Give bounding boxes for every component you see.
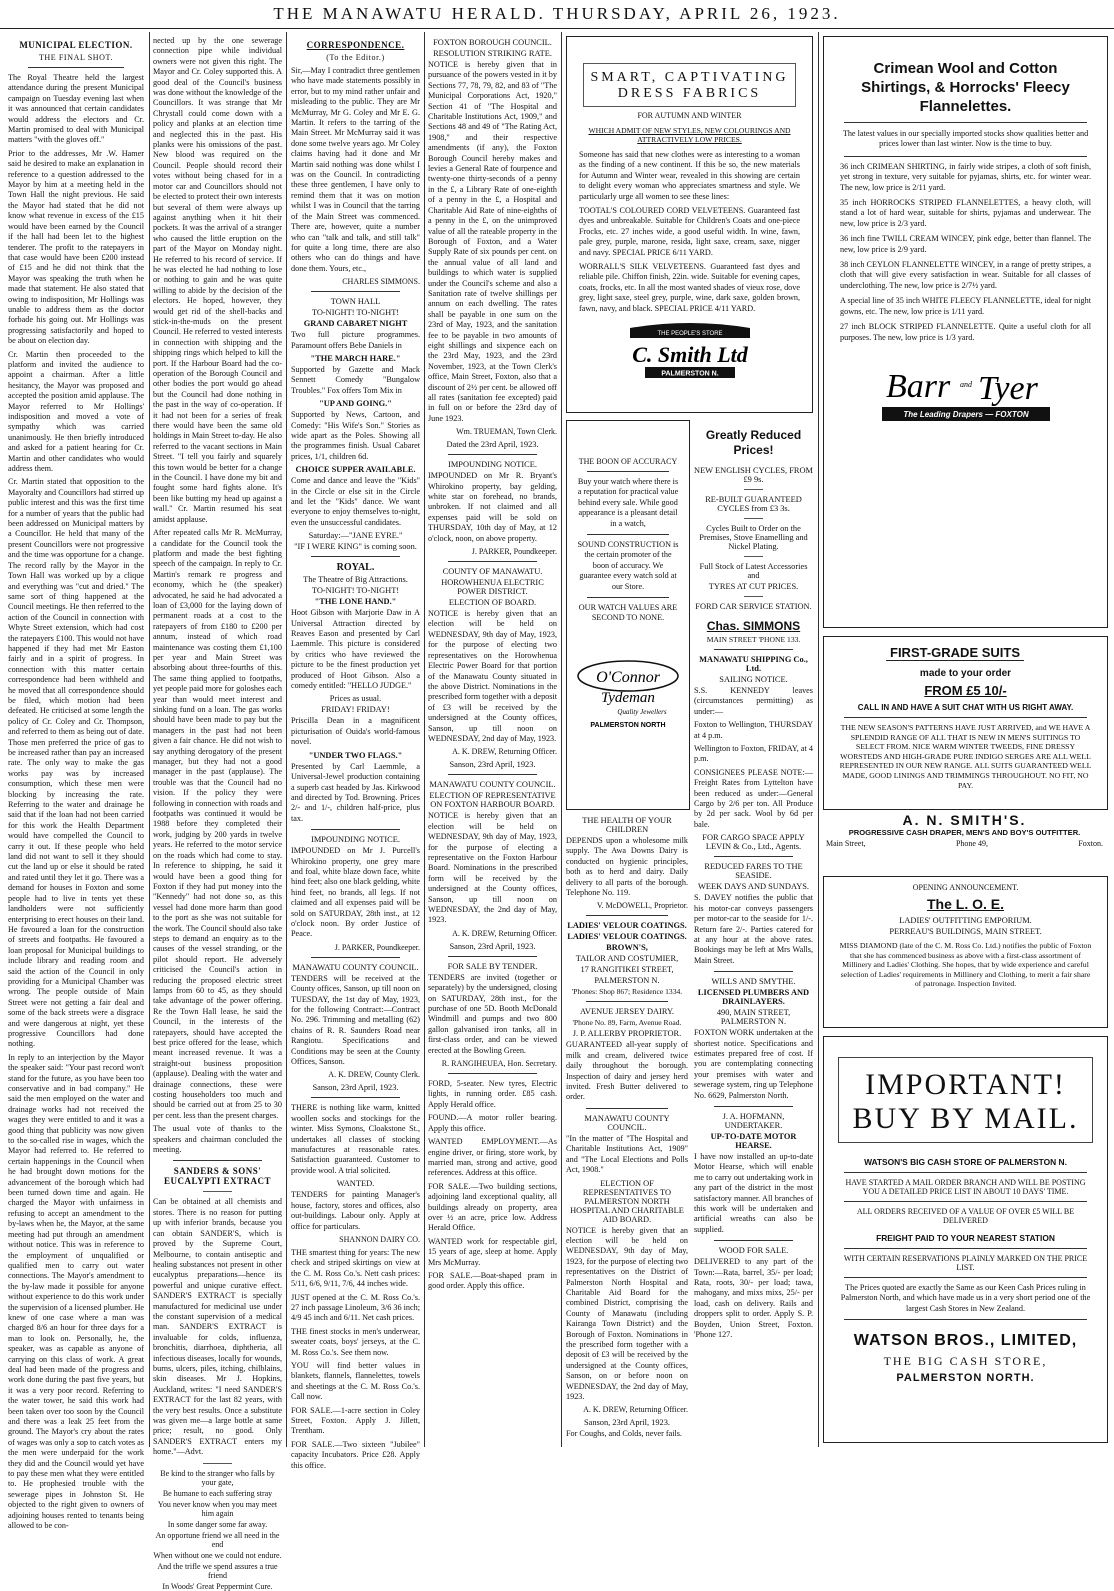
notice-signature: R. RANGIHEUEA, Hon. Secretary. [441, 1059, 557, 1069]
smiths-address-row [826, 839, 1103, 848]
loe-name: The L. O. E. [926, 896, 1004, 912]
important-box [838, 1057, 1093, 1143]
logo-and: and [959, 379, 972, 389]
smiths-street: Main Street, [826, 839, 866, 848]
ad-text: PALMERSTON N. [594, 976, 660, 986]
column-municipal-election [8, 36, 144, 1531]
ad-text: OUR WATCH VALUES ARE SECOND TO NONE. [578, 603, 678, 623]
ad-text: S. DAVEY notifies the public that his motor-car conveys passengers per motor-car to the seaside for 1/-. Return fare 2/-. Parties catered for at any hour at the above rates. Bookings may be left at Mrs Walls, Main Street. [694, 893, 813, 965]
tonight: TO-NIGHT! TO-NIGHT! [311, 308, 400, 318]
divider [714, 1240, 793, 1241]
article-paragraph: Cr. Martin then proceeded to the platform and invited the audience to appoint a chairman. After a little hesitancy, the Mayor was proposed and accepted the position amid applause. The Mayor referred to Mr Hollings' indisposition and moved a vote of sympathy which was carried unanimously. He then briefly introduced and asked for a patient hearing for Cr. Martin and other candidates who would address them. [8, 349, 144, 474]
ad-heading: J. A. HOFMANN, UNDERTAKER. [722, 1111, 785, 1130]
column-rule [424, 32, 425, 1447]
letter-text: Sir,—May I contradict three gentlemen who have made statements possibly in error, but to my mind rather unfair and misleading to the public. They are Mr McMurray, Mr G. Coley and Mr E. G. Martin. It refers to the tarring of the Main Street. Mr McMurray said it was done some twelve years ago. Mr Coley claims having had it done and Mr Martin said nothing was done whilst I was on the Council. In contradicting these three gentlemen, I have only to remind them that it was on motion whilst I was in Council that the tarring of the Main Street was commenced. There are, however, quite a number who can "talk and talk, and still talk" for quite a long time, there are also others who can do things and have done them. Yours, etc., [291, 66, 420, 273]
notice-heading: FOR SALE BY TENDER. [447, 961, 538, 971]
divider [844, 1277, 1087, 1278]
ad-item: TOOTAL'S COLOURED CORD VELVETEENS. Guaranteed fast dyes and unbreakable. Suitable for Children's Coats and one-piece Frocks, etc. 27 inches wide, a good useful width. In wine, fawn, pale grey, purple, marone, resida, light saxe, cream, saxe, nigger and navy. SPECIAL PRICE 6/11 YARD. [579, 206, 800, 257]
oconnor-tydeman-logo [572, 654, 684, 734]
divider [744, 489, 763, 490]
royal-sub: The Theatre of Big Attractions. [303, 575, 408, 585]
divider [311, 1097, 400, 1098]
loe-sub: LADIES' OUTFITTING EMPORIUM. [899, 916, 1032, 925]
friday: FRIDAY! FRIDAY! [321, 705, 390, 715]
notice-date: Sanson, 23rd April, 1923. [312, 1083, 399, 1093]
opening-heading: OPENING ANNOUNCEMENT. [912, 883, 1019, 892]
c-smith-logo [620, 318, 760, 382]
column-rule [286, 32, 287, 1447]
ad-item: WORRALL'S SILK VELVETEENS. Guaranteed fast dyes and reliable pile. Chiffon finish, 22in. wide. Suitable for evening capes, coats, frocks, etc. In all the most wanted shades of vieux rose, dove grey, light saxe, steel grey, purple, wine, dark saxe, golden brown, fawn, navy, and black. SPECIAL PRICE 4/11 YARD. [579, 262, 800, 313]
ad-intro: The latest values in our specially imported stocks show qualities better and prices lower than last winter. Now is the time to buy. [842, 129, 1089, 149]
verse-line: An opportune friend we all need in the end [155, 1530, 280, 1549]
notice-text: NOTICE is hereby given that in pursuance of the powers vested in it by Sections 77, 78, 79, 82, and 83 of "The Municipal Corporations Act, 1920," Section 41 of "The Hospital and Charitable Institutions Act, 1909," and Sections 48 and 49 of "The Rating Act, 1908," and their respective amendments (if any), the Foxton Borough Council hereby makes and levies a General Rate of fourpence and twenty-one thirty-seconds of a penny in the £, a Library Rate of one-eighth of a penny in the £, a Hospital and Charitable Aid Rate of nine-eighths of a penny in the £, on the unimproved value of all the rateable property in the Borough of Foxton, and a Water Supply Rate of six pounds per cent. on the annual value of all land and buildings to which water is supplied under the Council's scheme and also a Sanitation rate of twelve shillings per annum on each dwelling. The rates shall be payable in one sum on the 23rd of May, 1923, and the sanitation fee to be payable in two amounts of eight shillings and sixpence each on the 23rd May, 1923, and the 23rd November, 1923, at the Town Clerk's office, Main Street, Foxton, also that a discount of 2½ per cent. be allowed off all rates (sanitation fee excepted) paid in full on or before the 23rd day of June 1923. [428, 60, 557, 423]
notice-text: IMPOUNDED on Mr R. Bryant's Whirokino property, bay gelding, white star on forehead, no brands, unbroken. If not claimed and all expenses paid will be sold on THURSDAY, 10th day of May, at 12 o'clock, noon, on above property. [428, 471, 557, 543]
divider [586, 1001, 668, 1002]
supper-heading: CHOICE SUPPER AVAILABLE. [295, 465, 416, 475]
ad-text: NEW ENGLISH CYCLES, FROM £9 9s. [694, 466, 813, 484]
ad-address: 490, MAIN STREET, PALMERSTON N. [716, 1008, 791, 1027]
film-title: "UP AND GOING." [319, 399, 392, 409]
smiths-suits-ad [823, 636, 1108, 810]
verse-line: And the trifle we spend assures a true friend [157, 1561, 278, 1580]
coming-attraction: Saturday:—"JANE EYRE." [308, 531, 403, 541]
watson-line: ALL ORDERS RECEIVED OF A VALUE OF OVER £5 WILL BE DELIVERED [856, 1207, 1075, 1225]
ad-item: 36 inch CRIMEAN SHIRTING, in fairly wide stripes, a cloth of soft finish, yet strong in texture, very suitable for pyjamas, shirts, etc. for winter wear. The new, low price is 2/11 yard. [840, 161, 1091, 192]
divider [311, 556, 400, 557]
film-title: "UNDER TWO FLAGS." [308, 750, 403, 760]
notice-date: Dated the 23rd April, 1923. [446, 440, 539, 450]
masthead-title: THE MANAWATU HERALD. THURSDAY, APRIL 26, 1923. [273, 4, 841, 23]
ad-signature: V. McDOWELL, Proprietor. [596, 901, 688, 911]
prices: Prices as usual. [329, 694, 382, 704]
suits-sub: made to your order [919, 668, 1012, 679]
suits-headline: FIRST-GRADE SUITS [886, 645, 1024, 661]
notice-date: Sanson, 23rd April, 1923. [449, 941, 536, 951]
ad-heading: WOOD FOR SALE. [718, 1246, 789, 1256]
notice-text: TENDERS will be received at the County offices, Sanson, up till noon on TUESDAY, the 1st day of May, 1923, for the following Contract:—Contract No. 296. Trimming and metalling (62) chains of R. R. Saunders Road near Rangiotu. Specifications and Conditions may be seen at the County Offices, Sanson. [291, 973, 420, 1067]
watson-line: WATSON'S BIG CASH STORE OF PALMERSTON N. [864, 1157, 1067, 1167]
ad-text: DELIVERED to any part of the Town:—Rata, barrel, 35/- per load; Rata, roots, 30/- per load; tawa, mahogany, and mixs mixs, 25/- per load, cash on delivery. Rails and droppers split to order. Apply S. P. Boyden, Union Street, Foxton. 'Phone 127. [694, 1257, 813, 1340]
verse-line: Be kind to the stranger who falls by your gate, [160, 1468, 275, 1487]
ad-text: CONSIGNEES PLEASE NOTE:— Freight Rates from Lyttelton have been reduced as under:—General Cargo by 2/6 per ton. All Produce by 2d per sack. Wool by 6d per bale. [694, 767, 813, 829]
divider [311, 957, 400, 958]
divider [28, 67, 124, 68]
suits-call: CALL IN AND HAVE A SUIT CHAT WITH US RIGHT AWAY. [857, 703, 1074, 712]
classified: WANTED work for respectable girl, 15 years of age, sleep at home. Apply Mrs McMurray. [428, 1236, 557, 1267]
divider [714, 971, 793, 972]
watson-store: THE BIG CASH STORE, [883, 1354, 1048, 1369]
divider [844, 156, 1087, 157]
divider [203, 1191, 232, 1192]
divider [744, 518, 763, 519]
cabaret-heading: GRAND CABARET NIGHT [303, 319, 408, 329]
notice-heading: IMPOUNDING NOTICE. [448, 460, 537, 470]
classified: YOU will find better values in blankets, flannels, flannelettes, towels and sheetings at the C. M. Ross Co.'s. Call now. [291, 1360, 420, 1402]
watson-line: HAVE STARTED A MAIL ORDER BRANCH AND WILL BE POSTING YOU A DETAILED PRICE LIST IN ABOUT 10 DAYS' TIME. [845, 1178, 1086, 1196]
logo-bottom-text: PALMERSTON N. [660, 370, 719, 378]
divider [203, 1463, 232, 1464]
classified: FOUND.—A motor roller bearing. Apply this office. [428, 1113, 557, 1133]
article-paragraph: Cr. Martin stated that opposition to the Mayoralty and Councillors had stirred up public interest and this was the first time for a number of years that the public had been addressed on Municipal matters by a Councillor. He held that many of the present Councillors were not progressive and the time was opportune for a change. The record rally by the Mayor in the Town Hall was worked up by a clique and everything was "cut and dried." The same sort of thing happened at the Council meetings. He then referred to the action of the Council in connection with Whyte Street extension, which had cost the ratepayers £100. This would not have happened if they had met Mr Easton fairly and in a spirit of progress. In connection with this matter certain correspondence had been withheld and he moved that all correspondence should be filed, which motion had been defeated. He criticised at some length the policy of Cr. Coley and Cr. Thompson, and referred to them as being out of date. Those men preferred the price of gas to be increased rather than pay an increased rate. The only way to make the gas works pay was by increased consumption, which these men were blocking by increasing the rate. Referring to the water and drainage he said that if the loan had not been carried for this work the Health Department would have compelled the Council to carry it out. If these people who held land did not want to sell it they should cut the land up or else it should be rated and rated until they let it go. There was a demand for houses in Foxton and some people had to live in tents yet these landholders were not sufficiently enterprising to erect houses on their land. He favoured a loan for the construction of streets and footpaths. He favoured a loan proposal for Municipal buildings to include library and reading room and said the action of the Council in only providing for a Municipal Chamber was wrong. The people outside of Main Street were not getting a fair deal and some of the back streets were a disgrace and were dangerous at night, yet these progressive Councillors had done nothing. [8, 477, 144, 1049]
column-rule [818, 32, 819, 1447]
notice-heading: WANTED. [336, 1179, 375, 1189]
simmons-name: Chas. SIMMONS [706, 619, 801, 633]
ad-text: Wellington to Foxton, FRIDAY, at 4 p.m. [694, 744, 813, 764]
classified: For Coughs, and Colds, never fails. [566, 1429, 682, 1439]
ad-text: DEPENDS upon a wholesome milk supply. The Awa Downs Dairy is conducted on hygienic principles, both as to herd and dairy. Daily delivery to all parts of the borough. Telephone No. 119. [566, 836, 688, 898]
royal-heading: ROYAL. [336, 562, 375, 574]
column-correspondence [291, 36, 420, 1470]
correspondence-sub: (To the Editor.) [326, 53, 385, 62]
suits-text: THE NEW SEASON'S PATTERNS HAVE JUST ARRIVED, and WE HAVE A SPLENDID RANGE OF ALL THAT IS NEW IN MEN'S SUITINGS TO SELECT FROM. NICE WARM WINTER TWEEDS, FINE DRESSY WORSTEDS AND HIGH-GRADE PURE INDIGO SERGES ARE ALL WELL REPRESENTED IN OUR NEW RANGE. ALL SUITS GUARANTEED WELL MADE, GOOD LININGS AND TRIMMINGS THROUGHOUT. NO FIT, NO PAY. [839, 723, 1092, 790]
column-local-ads [566, 814, 688, 1442]
classified: TENDERS for painting Manager's house, factory, stores and offices, also out-buildings. Labour only. Apply at office for particulars. [291, 1190, 420, 1231]
ad-item: 27 inch BLOCK STRIPED FLANNELETTE. Quite a useful cloth for all purposes. The new, low price is 1/3 yard. [840, 322, 1091, 342]
ad-text: RE-BUILT GUARANTEED CYCLES from £3 3s. [705, 495, 802, 513]
divider [844, 717, 1087, 718]
notice-signature: A. K. DREW, Returning Officer. [583, 1405, 688, 1415]
notice-heading: MANAWATU COUNTY COUNCIL. [292, 962, 419, 972]
tonight: TO-NIGHT! TO-NIGHT! [311, 586, 400, 596]
divider [173, 1160, 262, 1161]
article-paragraph: After repeated calls Mr R. McMurray, a candidate for the Council took the platform and made the best fighting speech of the campaign. In reply to Cr. Martin's remark re progress and economy, which he (the speaker) advocated, he said he had advocated a loan of £3,000 for the laying down of permanent roads at a cost to the ratepayers of from £180 to £200 per annum, instead of which road maintenance was costing them £1,100 per year and Main Street was absorbing about three-fourths of this. The same thing applied to footpaths, yet people paid more for goloshes each year than would meet interest and sinking fund on a loan. The gas works should have been made to pay but the managers in the past had not been given a fair chance. He did not wish to say anything derogatory of the present manager, but they had not a good manager in the past (applause). The trouble was that the Council had no vision. If the policy they were following in connection with roads and footpaths was continued it would be 1988 before they completed their work, judging by 200 yards in twelve years. He referred to the motor service on the roads which had come to stay. In reference to shipping, he said it would have been a good thing for Foxton if they had put money into the "Kennedy" had not done so, as this vessel had done more harm than good to the port as she was not suitable for the work. The Council should also take steps to demand an enquiry as to the causes of the vessel stranding, or the pilot should report. He adversely criticised the Council's action in reducing the proposed electric street lamps from 60 to 45, as they should take advantage of the power offering. Re the Town Hall lease, he said the Council, in the interests of the ratepayers, should have accepted the best price offered for the lease, which meant increased revenue. It was a straight-out business proposition (applause). Dealing with the water and drainage connections, these were costing householders too much and should be carried out at from 25 to 30 per cent. less than the present charges. [153, 528, 282, 1120]
ad-text: J. P. ALLERBY PROPRIETOR. [572, 1029, 682, 1039]
notice-sub: ELECTION OF REPRESENTATIVES TO PALMERSTON NORTH HOSPITAL AND CHARITABLE AID BOARD. [570, 1178, 684, 1224]
coming-attraction: "IF I WERE KING" is coming soon. [294, 542, 417, 552]
notice-signature: A. K. DREW, County Clerk. [328, 1070, 420, 1080]
classified: FOR SALE.—1-acre section in Coley Street, Foxton. Apply J. Jillett, Trentham. [291, 1405, 420, 1436]
logo-tyer: Tyer [977, 369, 1038, 407]
barr-tyer-logo [876, 357, 1056, 431]
reduced-prices-heading: Greatly Reduced Prices! [705, 428, 802, 457]
verse-line: When without one we could not endure. [153, 1550, 282, 1560]
notice-text: "In the matter of "The Hospital and Charitable Institutions Act, 1909" and "The Local Elections and Polls Act, 1908." [566, 1133, 688, 1175]
divider [714, 649, 793, 650]
divider [448, 774, 537, 775]
divider [448, 1073, 537, 1074]
ad-text: TAILOR AND COSTUMIER, [575, 954, 679, 964]
notice-signature: A. K. DREW, Returning Officer. [452, 747, 557, 757]
notice-text: TENDERS are invited (together or separately) by the undersigned, closing on SATURDAY, 28th inst., for the purchase of one 5D. Booth McDonald Windmill and pumps and two 800 gallon galvanised iron tanks, all in first-class order, and can be viewed erected at the Bowling Green. [428, 972, 557, 1055]
smiths-footer [826, 812, 1103, 872]
ad-text: TYRES AT CUT PRICES. [708, 582, 799, 591]
ad-text: Buy your watch where there is a reputation for practical value behind every sale. While good appearance is a pleasant detail in a watch, [577, 477, 679, 528]
ad-sub: FOR AUTUMN AND WINTER [637, 111, 742, 120]
ad-item: 38 inch CEYLON FLANNELETTE WINCEY, in a range of pretty stripes, a cloth that will give every satisfaction in wear. Suitable for all classes of underclothing. The new, low price is 2/7½ yard. [840, 260, 1091, 290]
column-notices [428, 36, 557, 1441]
divider [844, 1319, 1087, 1320]
film-text: Presented by Carl Laemmle, a Universal-Jewel production containing a superb cast headed by Jas. Kirkwood and directed by Tod. Browning. Prices 2/- and 1/-, children half-price, plus tax. [291, 761, 420, 823]
townhall-heading: TOWN HALL [330, 297, 381, 307]
ad-text: SOUND CONSTRUCTION is the certain promoter of the boon of accuracy. We guarantee every watch sold at our Store. [577, 540, 679, 591]
notice-heading: MANAWATU COUNTY COUNCIL. [584, 1113, 670, 1132]
notice-text: NOTICE is hereby given that an election will be held on WEDNESDAY, 9th day of May, 1923, for the purpose of electing a representative on the Foxton Harbour Board. Nominations in the prescribed form will be received by the undersigned at the County offices, Sanson, up till noon on WEDNESDAY, the 2nd day of May, 1923. [428, 811, 557, 925]
smith-dress-fabrics-ad [566, 36, 813, 413]
watson-bros: WATSON BROS., LIMITED, [853, 1332, 1078, 1350]
notice-signature: A. K. DREW, Returning Officer. [452, 928, 557, 938]
article-heading: MUNICIPAL ELECTION. [19, 40, 133, 50]
logo-main-text: C. Smith Ltd [631, 342, 748, 368]
ad-heading: MANAWATU SHIPPING Co., Ltd. [699, 655, 808, 673]
classified: WANTED EMPLOYMENT.—As engine driver, or firing, store work, by married man, strong and active, good references. Address at this office. [428, 1137, 557, 1178]
smiths-desc: PROGRESSIVE CASH DRAPER, MEN'S AND BOY'S OUTFITTER. [848, 828, 1081, 837]
ad-heading: WILLS AND SMYTHE. [711, 977, 796, 987]
suits-price: FROM £5 10/- [924, 683, 1007, 698]
ad-heading: LADIES' VELOUR COATINGS. [567, 921, 687, 931]
film-text: Priscilla Dean in a magnificent picturisation of Ouida's world-famous novel. [291, 716, 420, 747]
classified: FORD, 5-seater. New tyres, Electric lights, in running order. £85 cash. Apply Herald office. [428, 1079, 557, 1109]
important-headline: IMPORTANT! [865, 1068, 1066, 1101]
logo-line1: O'Connor [596, 668, 660, 686]
loe-text: MISS DIAMOND (late of the C. M. Ross Co. Ltd.) notifies the public of Foxton that she has commenced business as above with a first-class assortment of Millinery and Ladies' Clothing. She hopes, that by wide experience and careful selection of Ladies' requirements in Millinery and Clothing, to merit a fair share of patronage. Inspection Invited. [839, 941, 1092, 989]
cabaret-text: Two full picture programmes. Paramount offers Bebe Daniels in [291, 330, 420, 350]
divider [587, 534, 669, 535]
verse-line: Be humane to each suffering stray [162, 1488, 273, 1498]
divider [714, 856, 793, 857]
ad-text: Someone has said that new clothes were as interesting to a woman as the finding of a new continent. If this be so, the new materials for Autumn and Winter wear, revealed in this showing are certain to delight every woman who appreciates smartness and style. We particularly urge all women to see these lines: [579, 150, 800, 201]
film-title: "THE MARCH HARE." [310, 353, 401, 363]
smiths-town: Foxton. [1078, 839, 1103, 848]
ad-sub2: WHICH ADMIT OF NEW STYLES, NEW COLOURINGS AND ATTRACTIVELY LOW PRICES. [588, 126, 791, 144]
ad-text: I have now installed an up-to-date Motor Hearse, which will enable me to carry out undertaking work in any part of the district in the most satisfactory manner. All branches of this work will be undertaken and artificial wreaths can also be supplied. [694, 1151, 813, 1234]
notice-date: Sanson, 23rd April, 1923. [449, 760, 536, 770]
notice-text: NOTICE is hereby given that an election will be held on WEDNESDAY, 9th day of May, 1923, for the purpose of electing two representatives on the District of Palmerston North Hospital and Charitable Aid Board for the combined District, comprising the County of Manawatu (including Kairanga Town District) and the Borough of Foxton. Nominations in the prescribed form together with a deposit of £3 will be received by the undersigned at the County offices, Sanson, on or before noon on WEDNESDAY, the 2nd day of May, 1923. [566, 1225, 688, 1401]
ad-text: 'Phones: Shop 867; Residence 1334. [571, 987, 683, 997]
classified: JUST opened at the C. M. Ross Co.'s. 27 inch passage Linoleum, 3/6 36 inch; 4/9 45 inch and 6/11. Net cash prices. [291, 1292, 420, 1323]
divider [586, 915, 668, 916]
ad-sub: WEEK DAYS AND SUNDAYS. [697, 882, 810, 892]
notice-sub: HOROWHENUA ELECTRIC POWER DISTRICT. [441, 578, 544, 597]
logo-tagline: The Leading Drapers — FOXTON [902, 409, 1029, 419]
divider [448, 454, 537, 455]
ad-sub: SAILING NOTICE. [719, 675, 788, 684]
classified: FOR SALE.—Two building sections, adjoining land exceptional quality, all buildings already on property, area over ½ an acre, price low. Address Herald Office. [428, 1181, 557, 1233]
notice-signature: J. PARKER, Poundkeeper. [334, 942, 420, 952]
logo-barr: Barr [885, 367, 950, 405]
divider [844, 1248, 1087, 1249]
notice-sub: ELECTION OF REPRESENTATIVE ON FOXTON HARBOUR BOARD. [429, 791, 556, 810]
letter-signature: CHARLES SIMMONS. [342, 277, 420, 287]
watson-line: WITH CERTAIN RESERVATIONS PLAINLY MARKED ON THE PRICE LIST. [843, 1254, 1088, 1272]
logo-top-text: THE PEOPLE'S STORE [656, 331, 723, 338]
classified: FOR SALE.—Boat-shaped pram in good order. Apply this office. [428, 1270, 557, 1291]
barr-tyer-ad [823, 36, 1108, 628]
divider [311, 829, 400, 830]
ad-text: Foxton to Wellington, THURSDAY at 4 p.m. [694, 720, 813, 740]
notice-signature: J. PARKER, Poundkeeper. [471, 547, 557, 557]
notice-heading: FOXTON BOROUGH COUNCIL. [433, 38, 552, 47]
watson-mail-order-ad [823, 1036, 1108, 1443]
classified: FOR SALE.—Two sixteen "Jubilee" capacity Incubators. Price £28. Apply this office. [291, 1439, 420, 1470]
divider [587, 597, 669, 598]
ad-text: FOXTON WORK undertaken at the shortest notice. Specifications and estimates prepared free of cost. If you are contemplating connecting your premises with water and sewerage system, ring up Telephone No. 6629, Palmerston North. [694, 1028, 813, 1100]
logo-line3: Quality Jewellers [617, 707, 667, 716]
divider [448, 956, 537, 957]
article-paragraph: The usual vote of thanks to the speakers and chairman concluded the meeting. [153, 1124, 282, 1155]
verse-line: You never know when you may meet him again [157, 1499, 278, 1518]
notice-text: NOTICE is hereby given that an election will be held on WEDNESDAY, 9th day of May, 1923, for the purpose of electing two representatives on the Horowhenua Electric Power Board for that portion of the Manawatu County situated in the above District. Nominations in the prescribed form together with a deposit of £3 will be received by the undersigned at the County offices, Sanson, up till noon on WEDNESDAY, 2nd day of May, 1923. [428, 609, 557, 743]
column-rule [561, 32, 562, 1447]
divider [311, 291, 400, 292]
notice-heading: MANAWATU COUNTY COUNCIL. [429, 780, 556, 790]
loe-address: PERREAU'S BUILDINGS, MAIN STREET. [889, 927, 1042, 936]
divider [744, 556, 763, 557]
notice-text: IMPOUNDED on Mr J. Purcell's Whirokino property, one grey mare and foal, white blaze down face, white hind feet; also one black gelding, white hind feet, no brands, all legs. If not claimed and all expenses paid will be sold on SATURDAY, 28th inst., at 12 o'clock noon. By order Justice of Peace. [291, 846, 420, 939]
film-text: Supported by News, Cartoon, and Comedy: "His Wife's Son." Stories as wide apart as the Poles. Showing all the programmes finish. Usual Cabaret prices, 1/1, children 6d. [291, 410, 420, 461]
divider [587, 471, 669, 472]
ad-title-box [583, 63, 796, 107]
notice-sub: ELECTION OF BOARD. [448, 598, 537, 608]
column-continued [153, 36, 282, 1591]
ad-sub: LICENSED PLUMBERS AND DRAINLAYERS. [697, 988, 810, 1007]
sanders-text: Can be obtained at all chemists and stores. There is no reason for putting up with inferior brands, because you can obtain SANDER'S, which is proved by the Supreme Court, Melbourne, to contain antiseptic and healing substances not present in other eucalyptus preparations—hence its powerful and unique curative effect. SANDER'S EXTRACT is specially manufactured for medicinal use under the constant supervision of a medical man. SANDER'S EXTRACT is invaluable for colds, influenza, bronchitis, diarrhoea, diphtheria, all infectious diseases, locally for wounds, burns, ulcers, piles, itching, chilblains, skin diseases. Mr J. Hopkins, Auckland, writes: "I need SANDER'S EXTRACT for the last 82 years, with the very best results. Once a substitute was given me—a large bottle at same price; result, no good. Only SANDER'S EXTRACT enters my home."—Advt. [153, 1197, 282, 1457]
sanders-heading: SANDERS & SONS' EUCALYPTI EXTRACT [164, 1166, 271, 1187]
column-rule [149, 32, 150, 1447]
ad-text: GUARANTEED all-year supply of milk and cream, delivered twice daily throughout the borough. Inspection of dairy and jersey herd invited. Fresh Butter delivered to order. [566, 1040, 688, 1102]
ad-text: S.S. KENNEDY leaves (circumstances permitting) as under:— [694, 686, 813, 716]
ad-text: FOR CARGO SPACE APPLY LEVIN & Co., Ltd., Agents. [702, 833, 805, 852]
ad-item: 36 inch fine TWILL CREAM WINCEY, pink edge, better than flannel. The new, low price is 2/9 yard. [840, 234, 1091, 254]
article-paragraph: The Royal Theatre held the largest attendance during the present Municipal campaign on Tuesday evening last when it was announced that certain candidates would address the electors and Cr. Martin promised to deal with Municipal matters "with the gloves off." [8, 73, 144, 145]
verse-line: In some danger some far away. [167, 1519, 268, 1529]
watson-town: PALMERSTON NORTH. [896, 1372, 1035, 1385]
ad-address: MAIN STREET 'PHONE 133. [706, 635, 801, 644]
divider [844, 1201, 1087, 1202]
buy-by-mail: BUY BY MAIL. [852, 1102, 1079, 1135]
ad-heading: LADIES' VELOUR COATINGS. [567, 932, 687, 942]
article-subheading: THE FINAL SHOT. [38, 53, 114, 62]
classified: THE finest stocks in men's underwear, sweater coats, boys' jerseys, at the C. M. Ross Co.'s. See them now. [291, 1326, 420, 1357]
verse-line: In Woods' Great Peppermint Cure. [162, 1581, 273, 1591]
masthead [0, 0, 1114, 29]
column-simmons-shipping [694, 420, 813, 1442]
ad-text: BROWN'S, [606, 943, 648, 953]
logo-line2: Tydeman [601, 689, 655, 706]
ad-text: 'Phone No. 89, Farm, Avenue Road. [572, 1018, 682, 1028]
notice-heading: COUNTY OF MANAWATU. [442, 567, 543, 577]
smiths-phone: Phone 49, [955, 839, 988, 848]
ad-item: A special line of 35 inch WHITE FLEECY FLANNELETTE, ideal for night gowns, etc. The new, low price is 1/11 yard. [840, 296, 1091, 316]
loe-ad [823, 876, 1108, 1028]
notice-heading: IMPOUNDING NOTICE. [311, 835, 400, 845]
divider [586, 1108, 668, 1109]
ad-heading: AVENUE JERSEY DAIRY. [579, 1007, 675, 1017]
classified: THERE is nothing like warm, knitted woollen socks and stockings for the winter. Miss Symons, Cloakstone St., undertakes all classes of stocking manufactures at reasonable rates. Satisfaction guaranteed. Customer to provide wool. A trial solicited. [291, 1103, 420, 1175]
logo-line4: PALMERSTON NORTH [590, 721, 666, 729]
notice-date: Sanson, 23rd April, 1923. [583, 1418, 671, 1428]
ad-item: 35 inch HORROCKS STRIPED FLANNELETTES, a heavy cloth, will stand a lot of hard wear, suitable for shirts, pyjamas and underwear. The new, low price is 2/3 yard. [840, 198, 1091, 228]
ad-title: SMART, CAPTIVATING DRESS FABRICS [590, 70, 789, 101]
divider [744, 596, 763, 597]
film-text: Hoot Gibson with Marjorie Daw in A Universal Attraction directed by Reaves Eason and presented by Carl Laemmle. This picture is considered by critics who have reviewed the picture to be the finest production yet produced of Hoot Gibson. Also a comedy entitled: "HELLO JUDGE." [291, 608, 420, 691]
notice-signature: SHANNON DAIRY CO. [339, 1234, 420, 1244]
ad-heading: REDUCED FARES TO THE SEASIDE. [704, 862, 803, 881]
ad-text: FORD CAR SERVICE STATION. [695, 602, 812, 611]
film-text: Supported by Gazette and Mack Sennett Comedy "Bungalow Troubles." Fox offers Tom Mix in [291, 364, 420, 395]
watson-line: FREIGHT PAID TO YOUR NEAREST STATION [876, 1233, 1055, 1243]
article-paragraph: In reply to an interjection by the Mayor the speaker said: "Your past record won't stand for the future, as you have been too conservative and in bad company." He said the men employed on the water and drainage works had not received the wages they were entitled to and it was a good thing that publicity was now given to the so-called rise in wages, which the Mayor had referred to. He referred to certain happenings in the Council when he had brought down motions for the advancement of the borough which had been turned down time and again. He charged the Mayor with unfairness in refusing to accept an amendment to the by-laws when he, the Mayor, at the same meeting had put through an amendment without notice. This was in reference to the employment of unqualified or qualified men to carry out water connections. The Mayor's amendment to the by-law made it possible for anyone without experience to do this work under the supervision of a licensed plumber. He knew of one case where a man was charged 8/6 an hour for three days for a man to look on. Personally, he, the speaker, was as capable as anyone of carrying on this class of work. A great deal had been made of the progress and work done during the past five years, but it was a very poor record. Referring to the water tower, he said this work had been taken over too soon by the Council and there was a leak 25 feet from the ground. The Mayor's cry about the rates of wages was only a sop to catch votes as the men were underpaid for the work they did and the Council would yet have to pay these men what they were entitled to. He prophesied trouble with the sewerage pipes in Johnston St. He objected to the right given to owners of adjoining houses rented to tenants being allowed to be con- [8, 1052, 144, 1531]
oconnor-watch-ad [566, 420, 690, 810]
notice-sub: RESOLUTION STRIKING RATE. [433, 49, 552, 58]
ad-heading: THE HEALTH OF YOUR CHILDREN [582, 816, 672, 834]
ad-text: Full Stock of Latest Accessories and [699, 562, 808, 580]
ad-text: Cycles Built to Order on the Premises, Stove Enamelling and Nickel Plating. [699, 524, 808, 551]
ad-sub: UP-TO-DATE MOTOR HEARSE. [710, 1131, 797, 1150]
divider [714, 1106, 793, 1107]
ad-headline: Crimean Wool and Cotton Shirtings, & Horrocks' Fleecy Flannelettes. [861, 60, 1070, 115]
classified: THE smartest thing for years: The new check and striped skirtings on view at the C. M. Ross Co.'s. Nett cash prices: 5/11, 6/6, 9/11, 7/6, 44 inches wide. [291, 1247, 420, 1289]
article-paragraph: nected up by the one sewerage connection pipe while individual owners were not given this right. The Mayor and Cr. Coley supported this. A good deal of the Council's business was done without the knowledge of the Councillors. It was strange that Mr Chrystall could come down with a policy and planks at an election time and neglected this in the past. His planks were his omissions of the past. New blood was required on the Council. People should record their votes without being chased for in a motor car and Councillors should not be elected to protect their own interests but several of them were always up against anything when it hit their pockets. It was the arrival of a stranger who caused the little eruption on the part of the Mayor on Monday night. He referred to his record of service. If he was elected he had nothing to lose or nothing to gain and he was quite willing to abide by the decision of the electors. He hoped, however, they would get rid of the shell-backs and stick-in-the-muds on the present Council. He referred to vested interests in connection with shipping and the shipping rings which helped to kill the port. If the Harbour Board had the co-operation of the Borough Council and other bodies the port would go ahead but the Council had done nothing in the past in the way of co-operation. If it had not been for a series of freak there would have been the same old holdings in Main Street to-day. He also referred to the vacant sections in Main Street. "I tell you fairly and squarely this town would be better for a change in the Council. I have done my bit and fought some hard fights alone. It's been like butting my head up against a wall." Cr. Martin resumed his seat amidst applause. [153, 36, 282, 524]
divider [844, 1172, 1087, 1173]
article-paragraph: Prior to the addresses, Mr .W. Hamer said he desired to make an explanation in reference to a question addressed to the Mayor by him at a meeting held in the Town Hall the night previous. He said the Mayor had stated that he did not know what revenue in excess of the £15 would have been earned by the Council if the hall had been let to the highest tenderer. The profit to the ratepayers in that case would have been £200 instead of £15 and he did not think that the Mayor was speaking the truth when he made that statement. He also stated that owing to indisposition, Mr Hollings was unable to address them as the doctor forbade his going out. Mr Hollings was progressing satisfactorily and hoped to be about on election day. [8, 148, 144, 346]
film-title: "THE LONE HAND." [314, 597, 397, 607]
divider [448, 561, 537, 562]
smiths-name: A. N. SMITH'S. [902, 812, 1027, 828]
ad-heading: THE BOON OF ACCURACY [578, 457, 678, 466]
correspondence-heading: CORRESPONDENCE. [306, 40, 405, 50]
ad-text: 17 RANGITIKEI STREET, [580, 965, 674, 975]
supper-text: Come and dance and leave the "Kids" in the Circle or else sit in the Circle and let the "Kids" dance. We want everyone to enjoy themselves to-night, even the unsuccessful candidates. [291, 476, 420, 527]
divider [844, 122, 1087, 123]
watson-line: The Prices quoted are exactly the Same as our Keen Cash Prices ruling in Palmerston North, and which have made us in a very short period one of the largest Cash Stores in New Zealand. [840, 1283, 1091, 1313]
notice-signature: Wm. TRUEMAN, Town Clerk. [456, 427, 557, 437]
